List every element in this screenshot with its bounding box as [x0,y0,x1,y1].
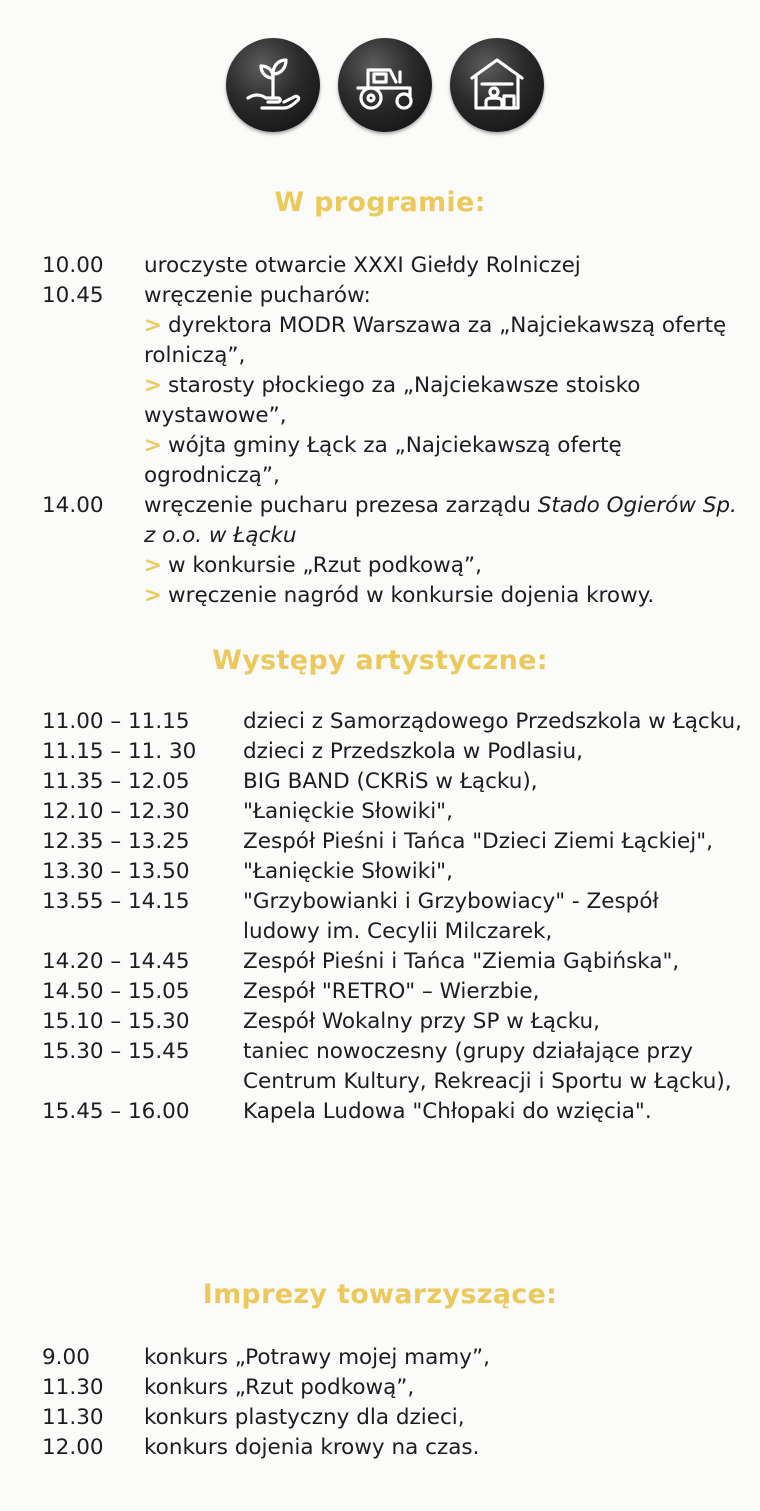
extras-list [42,1343,742,1463]
chevron-right-icon: > [144,433,163,458]
extra-time: 11.30 [42,1375,104,1400]
list-item [42,1373,742,1403]
program-time: 10.00 [42,253,104,278]
program-subitem: > wręczenie nagród w konkursie dojenia krowy. [144,583,655,608]
performance-text: taniec nowoczesny (grupy działające przy Centrum Kultury, Rekreacji i Sportu w Łącku), [243,1039,732,1094]
list-item [42,1037,742,1097]
extra-time: 9.00 [42,1345,90,1370]
program-row [42,281,742,491]
program-subitem: > w konkursie „Rzut podkową”, [144,553,482,578]
chevron-right-icon: > [144,373,163,398]
program-text: wręczenie pucharu prezesa zarządu Stado Ogierów Sp. z o.o. w Łącku [144,493,737,548]
performance-time: 14.50 – 15.05 [42,979,190,1004]
program-text: wręczenie pucharów: [144,283,371,308]
performance-text: BIG BAND (CKRiS w Łącku), [243,769,538,794]
performance-time: 15.30 – 15.45 [42,1039,190,1064]
performance-text: Zespół Wokalny przy SP w Łącku, [243,1009,600,1034]
performance-text: "Łanięckie Słowiki", [243,799,453,824]
performance-text: Kapela Ludowa "Chłopaki do wzięcia". [243,1099,652,1124]
performance-time: 12.10 – 12.30 [42,799,190,824]
program-list [42,251,742,611]
list-item [42,767,742,797]
extra-time: 11.30 [42,1405,104,1430]
extras-heading: Imprezy towarzyszące: [202,1279,558,1310]
list-item [42,797,742,827]
performance-time: 13.30 – 13.50 [42,859,190,884]
performance-time: 14.20 – 14.45 [42,949,190,974]
program-text: uroczyste otwarcie XXXI Giełdy Rolniczej [144,253,581,278]
program-time: 10.45 [42,283,104,308]
performance-time: 15.45 – 16.00 [42,1099,190,1124]
performance-time: 12.35 – 13.25 [42,829,190,854]
performance-text: "Łanięckie Słowiki", [243,859,453,884]
icon-row [0,38,760,134]
extra-text: konkurs plastyczny dla dzieci, [144,1405,465,1430]
list-item [42,737,742,767]
list-item [42,1343,742,1373]
barn-farmer-icon [450,38,544,132]
performance-time: 11.15 – 11. 30 [42,739,197,764]
list-item [42,887,742,947]
performance-time: 11.35 – 12.05 [42,769,190,794]
program-subitem: > starosty płockiego za „Najciekawsze stoisko wystawowe”, [144,373,641,428]
extra-time: 12.00 [42,1435,104,1460]
extra-text: konkurs „Potrawy mojej mamy”, [144,1345,490,1370]
list-item [42,1403,742,1433]
performance-time: 11.00 – 11.15 [42,709,190,734]
list-item [42,707,742,737]
chevron-right-icon: > [144,313,163,338]
performances-heading: Występy artystyczne: [212,645,548,676]
tractor-icon [338,38,432,132]
list-item [42,1097,742,1127]
performance-time: 13.55 – 14.15 [42,889,190,914]
program-row [42,491,742,611]
list-item [42,857,742,887]
program-heading: W programie: [274,187,486,218]
list-item [42,947,742,977]
extra-text: konkurs dojenia krowy na czas. [144,1435,480,1460]
performance-text: dzieci z Przedszkola w Podlasiu, [243,739,583,764]
performance-time: 15.10 – 15.30 [42,1009,190,1034]
program-subitem: > dyrektora MODR Warszawa za „Najciekawszą ofertę rolniczą”, [144,313,727,368]
performance-text: Zespół "RETRO" – Wierzbie, [243,979,540,1004]
performance-text: dzieci z Samorządowego Przedszkola w Łącku, [243,709,742,734]
performance-text: "Grzybowianki i Grzybowiacy" - Zespół ludowy im. Cecylii Milczarek, [243,889,659,944]
list-item [42,1007,742,1037]
chevron-right-icon: > [144,583,163,608]
list-item [42,977,742,1007]
performance-text: Zespół Pieśni i Tańca "Ziemia Gąbińska", [243,949,680,974]
list-item [42,827,742,857]
performance-text: Zespół Pieśni i Tańca "Dzieci Ziemi Łąckiej", [243,829,713,854]
program-time: 14.00 [42,493,104,518]
program-subitem: > wójta gminy Łąck za „Najciekawszą ofertę ogrodniczą”, [144,433,622,488]
chevron-right-icon: > [144,553,163,578]
list-item [42,1433,742,1463]
performances-list [42,707,742,1127]
program-row [42,251,742,281]
extra-text: konkurs „Rzut podkową”, [144,1375,415,1400]
plant-hand-icon [226,38,320,132]
